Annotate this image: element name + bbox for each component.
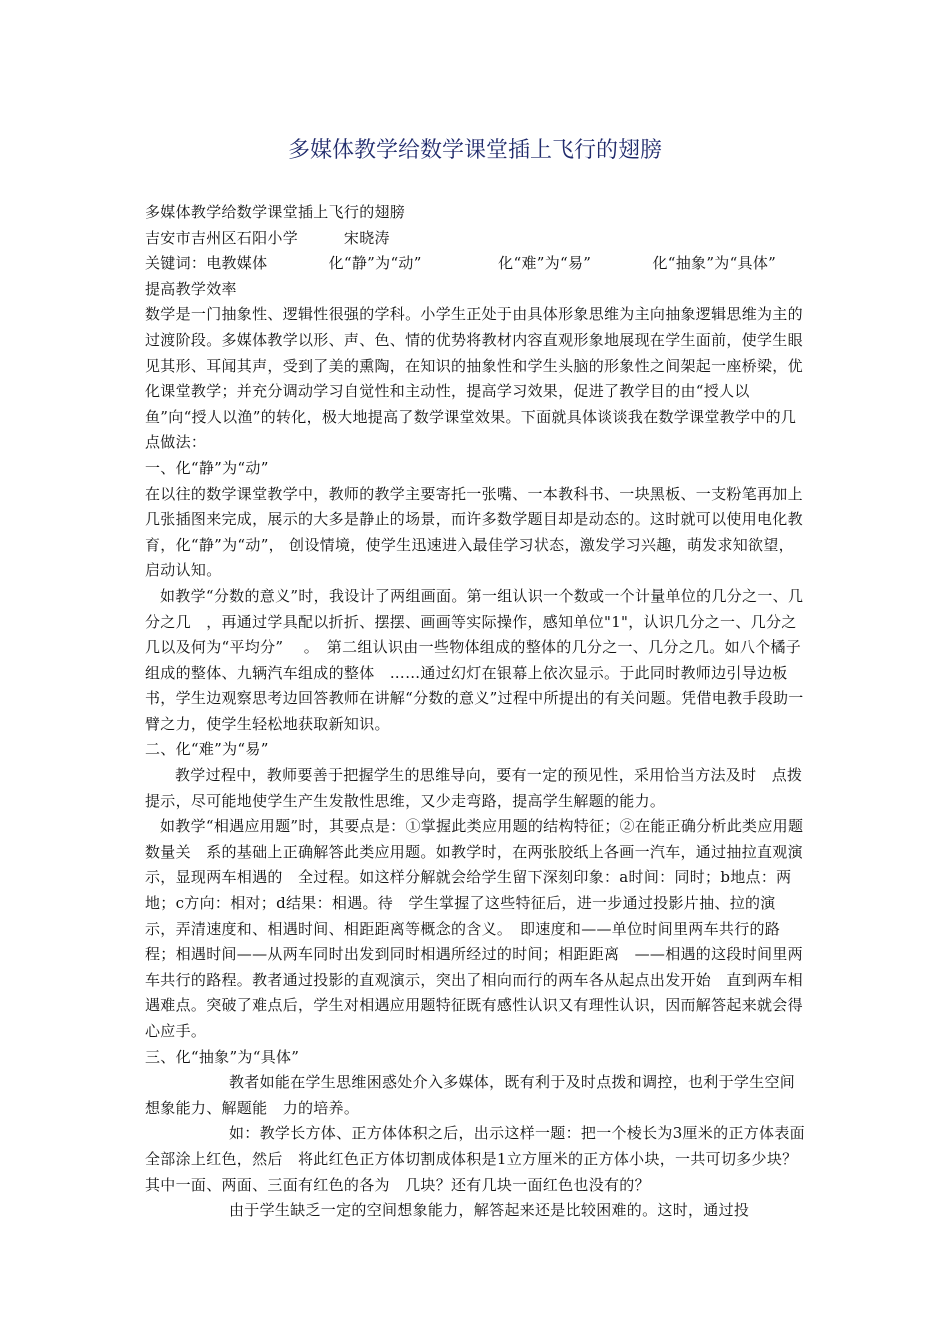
section-heading-2: 二、化“难”为“易” [145,740,269,759]
section-1-paragraph: 在以往的数学课堂教学中，教师的教学主要寄托一张嘴、一本教科书、一块黑板、一支粉笔再加上几张插图来完成，展示的大多是静止的场景，而许多数学题目却是动态的。这时就可以使用电化教育，化“静”为“动”， 创设情境，使学生迅速进入最佳学习状态，激发学习兴趣，萌发求知欲望，启动认知。 [145,484,803,580]
article-body [145,200,823,1224]
section-heading-3: 三、化“抽象”为“具体” [145,1047,300,1066]
article-subtitle: 多媒体教学给数学课堂插上飞行的翅膀 [145,203,406,221]
section-3-example-paragraph: 如：教学长方体、正方体体积之后，出示这样一题：把一个棱长为3厘米的正方体表面全部涂上红色，然后 将此红色正方体切割成体积是1立方厘米的正方体小块，一共可切多少块？其中一面、两面、三面有红色的各为 几块？还有几块一面红色也没有的？ [145,1124,805,1194]
section-3-paragraph: 教者如能在学生思维困惑处介入多媒体，既有利于及时点拨和调控，也利于学生空间想象能力、解题能 力的培养。 [145,1073,796,1117]
section-heading-1: 一、化“静”为“动” [145,458,269,477]
section-3-followup-paragraph: 由于学生缺乏一定的空间想象能力，解答起来还是比较困难的。这时，通过投 [229,1201,750,1220]
keywords-line: 关键词：电教媒体 化“静”为“动” 化“难”为“易” 化“抽象”为“具体” 提高教学效率 [145,254,823,298]
intro-paragraph: 数学是一门抽象性、逻辑性很强的学科。小学生正处于由具体形象思维为主向抽象逻辑思维为主的过渡阶段。多媒体教学以形、声、色、情的优势将教材内容直观形象地展现在学生面前，使学生眼见其形、耳闻其声，受到了美的熏陶，在知识的抽象性和学生头脑的形象性之间架起一座桥梁，优化课堂教学；并充分调动学习自觉性和主动性，提高学习效果，促进了教学目的由“授人以鱼”向“授人以渔”的转化，极大地提高了数学课堂效果。下面就具体谈谈我在数学课堂教学中的几点做法： [145,305,803,452]
section-2-paragraph: 教学过程中，教师要善于把握学生的思维导向，要有一定的预见性，采用恰当方法及时 点拨提示，尽可能地使学生产生发散性思维，又少走弯路，提高学生解题的能力。 [145,766,803,810]
page-title: 多媒体教学给数学课堂插上飞行的翅膀 [287,138,662,163]
section-1-example-paragraph: 如教学“分数的意义”时，我设计了两组画面。第一组认识一个数或一个计量单位的几分之一、几分之几 ，再通过学具配以折折、摆摆、画画等实际操作，感知单位"1"，认识几分之一、几分之几以及何为“平均分” 。 第二组认识由一些物体组成的整体的几分之一、几分之几。如八个橘子组成的整体、九辆汽车组成的整体 ……通过幻灯在银幕上依次显示。于此同时教师边引导边板书，学生边观察思考边回答教师在讲解“分数的意义”过程中所提出的有关问题。凭借电教手段助一臂之力，使学生轻松地获取新知识。 [145,586,804,733]
author-line: 吉安市吉州区石阳小学 宋晓涛 [145,228,390,247]
section-2-example-paragraph: 如教学“相遇应用题”时，其要点是：①掌握此类应用题的结构特征；②在能正确分析此类应用题数量关 系的基础上正确解答此类应用题。如教学时，在两张胶纸上各画一汽车，通过抽拉直观演示，显现两车相遇的 全过程。如这样分解就会给学生留下深刻印象：a时间：同时；b地点：两地；c方向：相对；d结果：相遇。待 学生掌握了这些特征后，进一步通过投影片抽、拉的演示，弄清速度和、相遇时间、相距距离等概念的含义。 即速度和——单位时间里两车共行的路程；相遇时间——从两车同时出发到同时相遇所经过的时间；相距距离 ——相遇的这段时间里两车共行的路程。教者通过投影的直观演示，突出了相向而行的两车各从起点出发开始 直到两车相遇难点。突破了难点后，学生对相遇应用题特征既有感性认识又有理性认识，因而解答起来就会得 心应手。 [145,817,819,1040]
